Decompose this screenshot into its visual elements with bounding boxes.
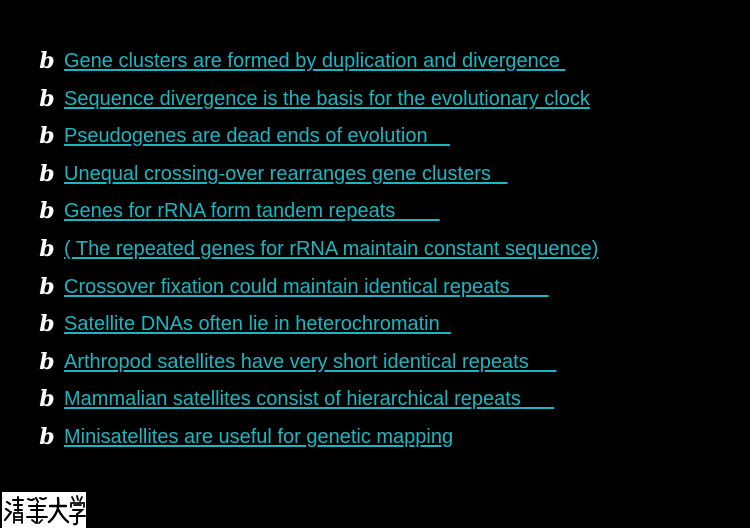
topic-link-unequal-crossing-over[interactable]: Unequal crossing-over rearranges gene clusters [64,162,508,185]
topic-link-rrna-constant-sequence[interactable]: ( The repeated genes for rRNA maintain constant sequence) [64,237,599,260]
bullet-icon: b [39,123,55,150]
bullet-icon: b [39,160,55,187]
topic-link-satellite-dnas[interactable]: Satellite DNAs often lie in heterochromatin [64,313,451,336]
topic-link-crossover-fixation[interactable]: Crossover fixation could maintain identical repeats [64,275,549,298]
bullet-icon: b [39,423,55,450]
bullet-icon: b [39,48,55,74]
topic-link-gene-clusters[interactable]: Gene clusters are formed by duplication and divergence [64,50,566,72]
bullet-icon: b [39,198,55,225]
bullet-icon: b [39,235,55,262]
topic-link-mammalian-satellites[interactable]: Mammalian satellites consist of hierarchical repeats [64,388,555,411]
bullet-icon: b [39,273,55,300]
topic-link-pseudogenes[interactable]: Pseudogenes are dead ends of evolution [64,125,450,148]
topic-link-arthropod-satellites[interactable]: Arthropod satellites have very short identical repeats [64,350,557,373]
calligraphy-logo-icon [2,492,86,528]
topic-link-minisatellites[interactable]: Minisatellites are useful for genetic mapping [64,425,454,448]
topic-link-sequence-divergence[interactable]: Sequence divergence is the basis for the evolutionary clock [64,87,590,110]
bullet-icon: b [39,311,55,338]
topic-link-rrna-tandem-repeats[interactable]: Genes for rRNA form tandem repeats [64,200,440,223]
university-logo [2,492,86,528]
bullet-icon: b [39,348,55,375]
bullet-icon: b [39,386,55,413]
bullet-icon: b [39,85,55,112]
